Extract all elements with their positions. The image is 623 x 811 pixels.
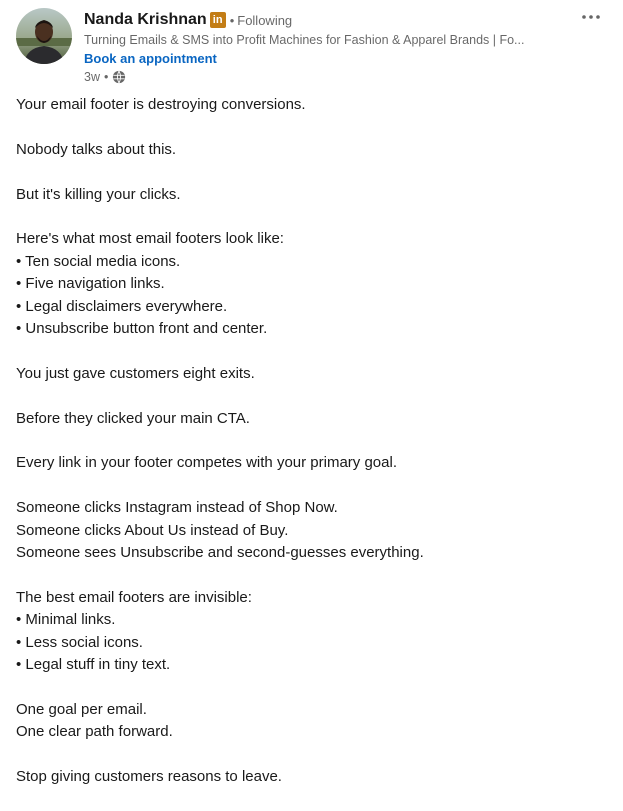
post-paragraph bbox=[16, 184, 611, 206]
author-name[interactable]: Nanda Krishnan bbox=[84, 11, 207, 28]
post-text-line: • Ten social media icons. bbox=[16, 252, 181, 270]
name-row bbox=[84, 8, 563, 32]
post-paragraph bbox=[16, 139, 611, 161]
ellipsis-icon bbox=[581, 7, 601, 25]
more-options-button[interactable] bbox=[579, 6, 603, 26]
avatar[interactable] bbox=[16, 8, 72, 64]
post-paragraph bbox=[16, 408, 611, 430]
post-text-line: You just gave customers eight exits. bbox=[16, 364, 255, 382]
post-text-line: Someone clicks Instagram instead of Shop Now. bbox=[16, 499, 338, 517]
post-text-line: • Less social icons. bbox=[16, 633, 143, 651]
post-text-line: Your email footer is destroying conversions. bbox=[16, 96, 306, 113]
post-meta bbox=[84, 70, 563, 84]
post-text-line: Before they clicked your main CTA. bbox=[16, 409, 250, 427]
linkedin-premium-icon: in bbox=[210, 12, 226, 28]
following-status: Following bbox=[237, 12, 293, 28]
post-text-line: • Legal stuff in tiny text. bbox=[16, 656, 171, 674]
meta-separator: • bbox=[103, 70, 109, 84]
post-text-line: • Unsubscribe button front and center. bbox=[16, 320, 268, 338]
post-text-line: Stop giving customers reasons to leave. bbox=[16, 768, 282, 786]
post-text-line: Here's what most email footers look like: bbox=[16, 230, 284, 248]
post-text-line: • Minimal links. bbox=[16, 611, 116, 629]
post-time: 3w bbox=[84, 70, 100, 84]
post-paragraph bbox=[16, 94, 611, 116]
post-text-line: One clear path forward. bbox=[16, 723, 173, 741]
post-text-line: • Five navigation links. bbox=[16, 275, 165, 293]
book-appointment-link[interactable]: Book an appointment bbox=[84, 51, 217, 66]
post-text-line: Nobody talks about this. bbox=[16, 140, 177, 158]
post-text-line: Every link in your footer competes with your primary goal. bbox=[16, 454, 397, 472]
post-text-line: • Legal disclaimers everywhere. bbox=[16, 297, 228, 315]
post-paragraph bbox=[16, 699, 611, 744]
post-text-line: But it's killing your clicks. bbox=[16, 185, 181, 203]
post-paragraph bbox=[16, 497, 611, 564]
post-text-line: Someone sees Unsubscribe and second-guesses everything. bbox=[16, 544, 424, 562]
post-text-line: One goal per email. bbox=[16, 700, 147, 718]
post-paragraph bbox=[16, 587, 611, 677]
post-paragraph bbox=[16, 228, 611, 340]
post-body bbox=[16, 94, 611, 811]
post-paragraph bbox=[16, 766, 611, 788]
post-text-line: Someone clicks About Us instead of Buy. bbox=[16, 521, 289, 539]
post-paragraph bbox=[16, 452, 611, 474]
post-paragraph bbox=[16, 363, 611, 385]
post-header bbox=[0, 0, 623, 95]
post-text-line: The best email footers are invisible: bbox=[16, 588, 252, 606]
author-block bbox=[84, 8, 563, 84]
separator-dot: • bbox=[229, 12, 235, 28]
author-headline: Turning Emails & SMS into Profit Machines for Fashion & Apparel Brands | Fo... bbox=[84, 33, 525, 47]
globe-icon bbox=[112, 70, 126, 84]
